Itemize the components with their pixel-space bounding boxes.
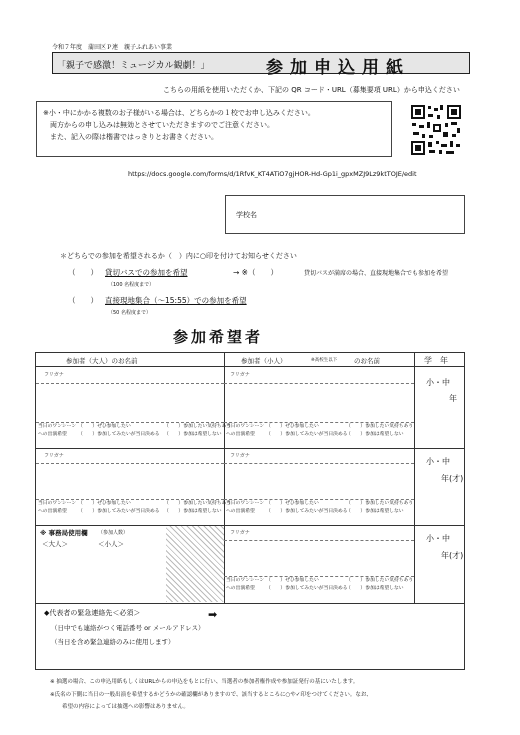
bus-option-label: 貸切バスでの参加を希望 [105,268,188,277]
oneline-label: 当日のワンシーン [38,501,77,506]
choice-interested[interactable]: （ ）参加したい気持ちあり [346,424,414,429]
emergency-contact-input[interactable] [226,605,462,647]
fallback-label: 貸切バスが満席の場合、直接現地集合でも参加を希望 [304,270,449,277]
oneline-label: 当日のワンシーン [226,424,265,429]
notes-box [36,101,392,157]
furigana-label: フリガナ [230,372,250,378]
child-name-input-3[interactable] [225,541,414,576]
note-line: 両方からの申し込みは無効とさせていただきますのでご注意ください。 [43,121,274,129]
adult-name-header: 参加者（大人）のお名前 [66,357,138,365]
instruction-text: ＊どちらでの参加を希望されるか（ ）内に○印を付けてお知らせください [60,252,297,260]
choice-definitely[interactable]: （ ）ぜひ参加したい [266,578,319,583]
title-banner [52,52,470,78]
child-name-header-note: ※高校生以下 [311,358,338,363]
office-use-sub: （参加人数） [98,530,129,536]
choice-definitely[interactable]: （ ）ぜひ参加したい [78,424,131,429]
qr-code-icon[interactable] [410,104,462,156]
note-line: ※小・中にかかる複数のお子様がいる場合は、どちらかの１校でお申し込みください。 [43,109,315,117]
choice-no[interactable]: （ ）参加は希望しない [164,432,222,437]
direct-capacity-note: （50 名程度まで） [108,310,151,316]
fallback-checkbox[interactable]: → ※（ ） [233,268,278,277]
footer-note: ※ 抽選の場合、この申込用紙もしくはURLからの申込をもとに行い、当選者の参加者権作成や参加証発行の基にいたします。 [50,679,359,685]
choice-interested[interactable]: （ ）参加したい気持ちあり [164,501,232,506]
participants-table [35,352,465,670]
choice-decide-later[interactable]: （ ）参加してみたいが当日決める [78,432,160,437]
bus-capacity-note: （100 名程度まで） [108,282,155,288]
furigana-label: フリガナ [230,453,250,459]
form-title: 参加申込用紙 [266,58,410,78]
school-name-field[interactable] [225,195,465,234]
oneline-label: 当日のワンシーン [226,501,265,506]
footer-note: 希望の内容によっては抽選への影響はありません。 [62,704,189,710]
office-hatched-area [166,526,224,602]
grade-selector-3[interactable]: 小・中 [426,534,450,543]
child-name-header: 参加者（小人） [241,357,287,365]
child-name-input-2[interactable] [225,464,414,499]
grade-year-label: 年(才) [441,551,464,560]
furigana-label: フリガナ [44,372,64,378]
school-label: 学校名 [236,211,257,219]
direct-option-checkbox[interactable]: （ ） [68,296,98,305]
grade-year-label: 年 [449,394,457,403]
choice-definitely[interactable]: （ ）ぜひ参加したい [266,424,319,429]
child-name-header-tail: のお名前 [354,357,380,365]
form-url-link[interactable]: https://docs.google.com/forms/d/1RfvK_KT4ATiO7gjHOR-Hd-Gp1i_gpxMZJ9Lz9ktTOJE/edit [128,170,417,178]
organizer-text: 令和７年度 蒲田区Ｐ連 親子ふれあい事業 [52,44,173,51]
choice-definitely[interactable]: （ ）ぜひ参加したい [78,501,131,506]
arrow-right-icon: ➡ [208,608,218,621]
choice-no[interactable]: （ ）参加は希望しない [164,509,222,514]
oneline-label: への出演希望 [38,509,67,514]
participants-title: 参加希望者 [173,328,264,346]
furigana-label: フリガナ [230,530,250,536]
child-name-input-1[interactable] [225,384,414,422]
bus-option-checkbox[interactable]: （ ） [68,268,98,277]
choice-no[interactable]: （ ）参加は希望しない [346,586,404,591]
office-use-label: ※ 事務局使用欄 [40,529,88,537]
oneline-label: 当日のワンシーン [226,578,265,583]
choice-decide-later[interactable]: （ ）参加してみたいが当日決める [266,432,348,437]
oneline-label: への出演希望 [226,586,255,591]
oneline-label: への出演希望 [226,432,255,437]
grade-year-label: 年(才) [441,474,464,483]
office-child-label: ＜小人＞ [98,540,124,548]
adult-name-input-1[interactable] [36,384,224,422]
adult-name-input-2[interactable] [36,464,224,499]
event-name: 「親子で感激！ミュージカル観劇！」 [57,61,210,71]
oneline-label: への出演希望 [226,509,255,514]
furigana-label: フリガナ [44,453,64,459]
grade-selector-2[interactable]: 小・中 [426,457,450,466]
oneline-label: 当日のワンシーン [38,424,77,429]
note-line: また、記入の際は楷書ではっきりとお書きください。 [43,133,218,141]
choice-decide-later[interactable]: （ ）参加してみたいが当日決める [266,586,348,591]
choice-no[interactable]: （ ）参加は希望しない [346,509,404,514]
footer-note: ※氏名の下側に当日の一般出演を希望するかどうかの確認欄がありますので、該当するところに○や✓印をつけてください。なお、 [50,692,372,698]
choice-interested[interactable]: （ ）参加したい気持ちあり [164,424,232,429]
choice-decide-later[interactable]: （ ）参加してみたいが当日決める [266,509,348,514]
choice-decide-later[interactable]: （ ）参加してみたいが当日決める [78,509,160,514]
emergency-contact-title: ◆代表者の緊急連絡先＜必須＞ [44,609,141,617]
choice-interested[interactable]: （ ）参加したい気持ちあり [346,501,414,506]
choice-definitely[interactable]: （ ）ぜひ参加したい [266,501,319,506]
office-adult-label: ＜大人＞ [42,540,68,548]
choice-interested[interactable]: （ ）参加したい気持ちあり [346,578,414,583]
choice-no[interactable]: （ ）参加は希望しない [346,432,404,437]
grade-selector-1[interactable]: 小・中 [426,378,450,387]
grade-header: 学 年 [424,356,448,365]
direct-option-label: 直接現地集合（～15:55）での参加を希望 [105,296,247,305]
oneline-label: への出演希望 [38,432,67,437]
emergency-contact-note: （当日を含め緊急連絡のみに使用します） [51,638,175,646]
intro-text: こちらの用紙を使用いただくか、下記の QR コード・URL（募集要項 URL）から申込ください [163,86,460,94]
emergency-contact-note: （日中でも連絡がつく電話番号 or メールアドレス） [51,624,205,632]
